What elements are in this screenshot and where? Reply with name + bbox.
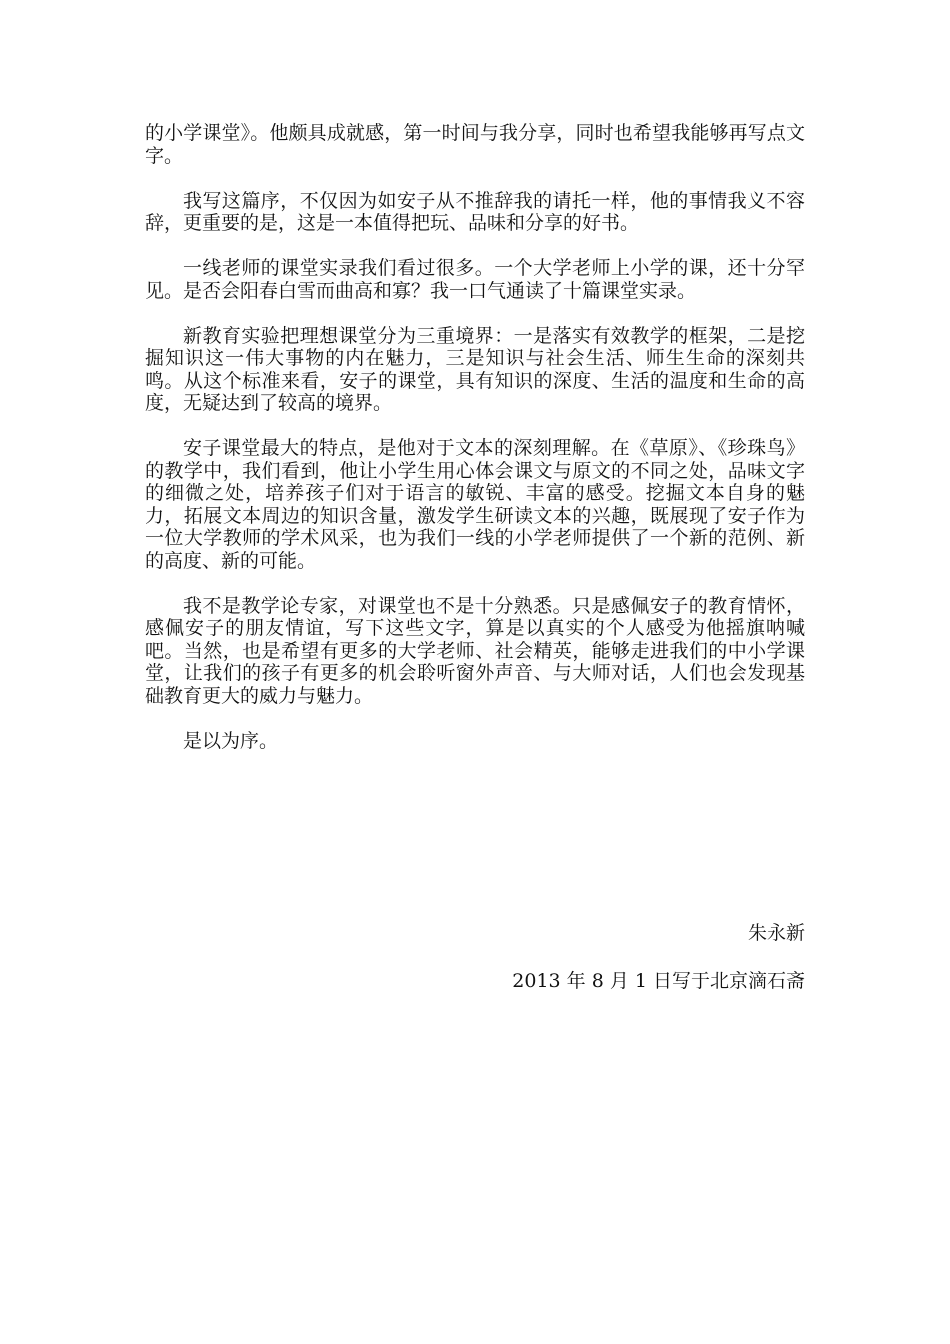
- paragraph-6: 我不是教学论专家，对课堂也不是十分熟悉。只是感佩安子的教育情怀，感佩安子的朋友情谊，写下这些文字，算是以真实的个人感受为他摇旗呐喊吧。当然，也是希望有更多的大学老师、社会精英，能够走进我们的中小学课堂，让我们的孩子有更多的机会聆听窗外声音、与大师对话，人们也会发现基础教育更大的威力与魅力。: [145, 594, 805, 707]
- author-signature: 朱永新: [747, 922, 805, 944]
- paragraph-2: 我写这篇序，不仅因为如安子从不推辞我的请托一样，他的事情我义不容辞，更重要的是，这是一本值得把玩、品味和分享的好书。: [145, 189, 805, 234]
- paragraph-closing: 是以为序。: [183, 729, 279, 752]
- date-line: 2013 年 8 月 1 日写于北京滴石斋: [512, 970, 805, 992]
- paragraph-continued: 的小学课堂》。他颇具成就感，第一时间与我分享，同时也希望我能够再写点文字。: [145, 122, 805, 167]
- paragraph-5: 安子课堂最大的特点，是他对于文本的深刻理解。在《草原》、《珍珠鸟》的教学中，我们看到，他让小学生用心体会课文与原文的不同之处，品味文字的细微之处，培养孩子们对于语言的敏锐、丰富的感受。挖掘文本自身的魅力，拓展文本周边的知识含量，激发学生研读文本的兴趣，既展现了安子作为一位大学教师的学术风采，也为我们一线的小学老师提供了一个新的范例、新的高度、新的可能。: [145, 437, 805, 572]
- body-text: [145, 122, 805, 775]
- paragraph-3: 一线老师的课堂实录我们看过很多。一个大学老师上小学的课，还十分罕见。是否会阳春白雪而曲高和寡？我一口气通读了十篇课堂实录。: [145, 257, 805, 302]
- paragraph-4: 新教育实验把理想课堂分为三重境界：一是落实有效教学的框架，二是挖掘知识这一伟大事物的内在魅力，三是知识与社会生活、师生生命的深刻共鸣。从这个标准来看，安子的课堂，具有知识的深度、生活的温度和生命的高度，无疑达到了较高的境界。: [145, 324, 805, 414]
